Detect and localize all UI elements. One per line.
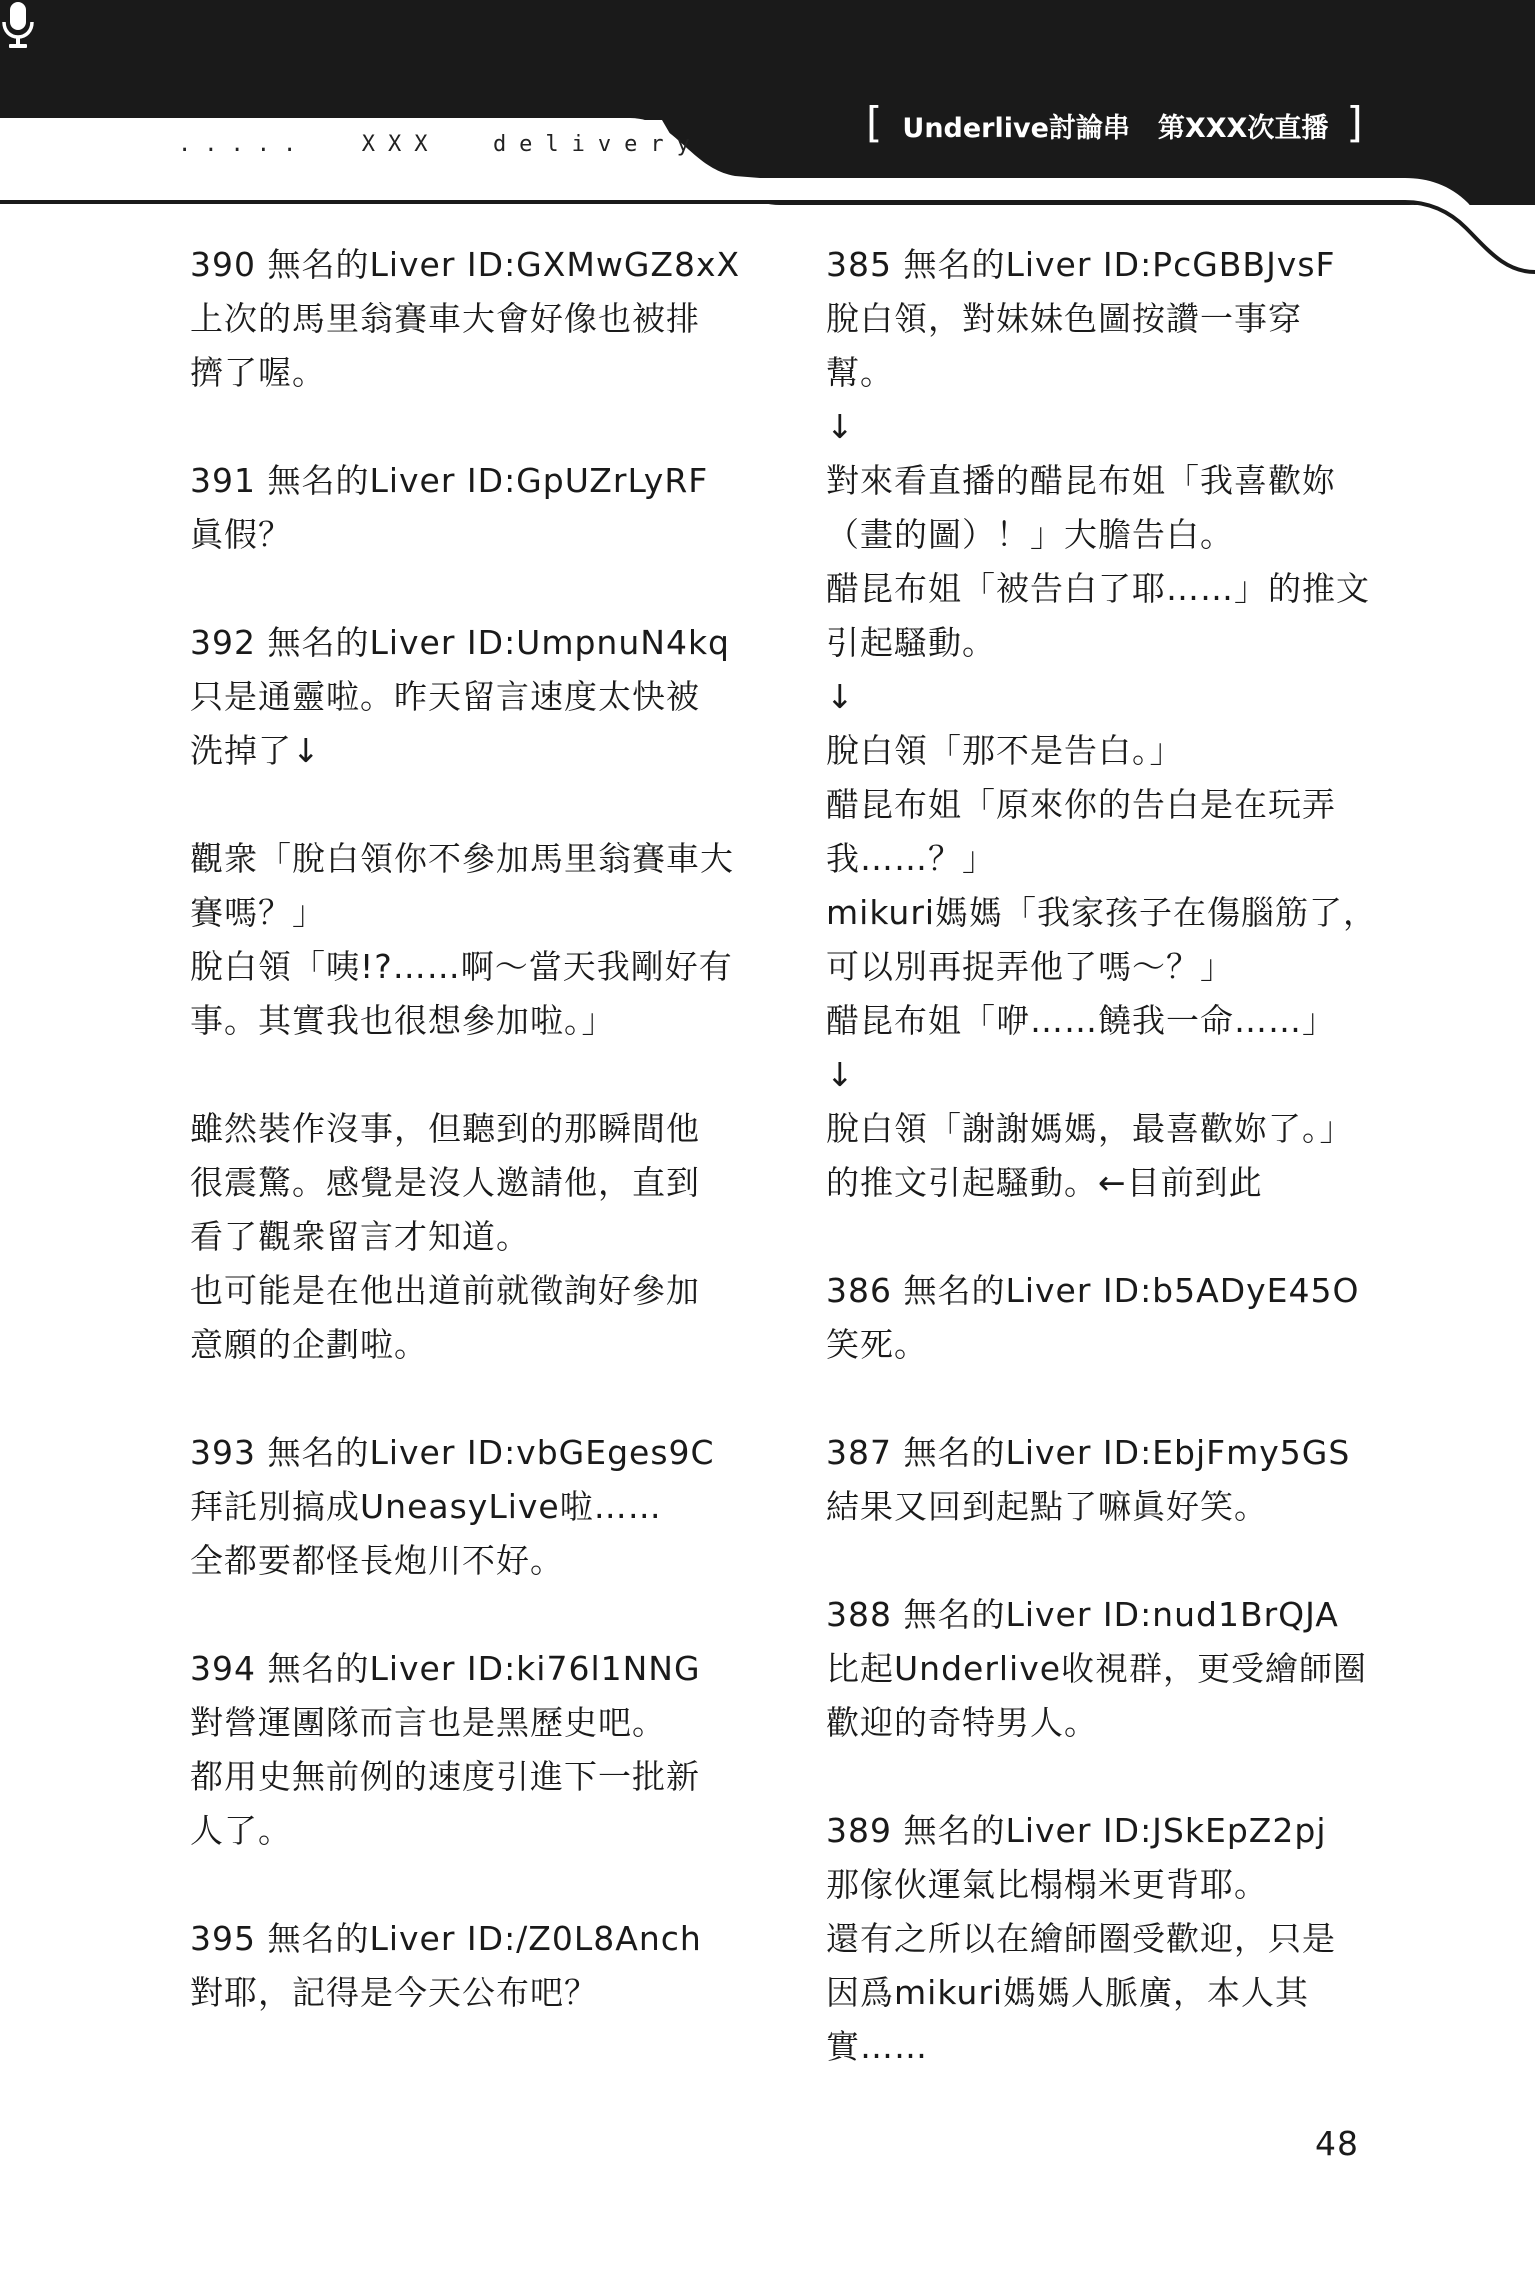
comment-block: [826, 1426, 1386, 1534]
comment-line: 也可能是在他出道前就徵詢好參加: [190, 1271, 700, 1310]
comment-line: 脫白領「那不是告白。」: [826, 731, 1184, 770]
comment-line: 引起騷動。: [826, 623, 996, 662]
comment-line: 觀衆「脫白領你不參加馬里翁賽車大: [190, 839, 734, 878]
comment-header: 395 無名的Liver ID:/Z0L8Anch: [190, 1919, 702, 1958]
comment-line: 雖然裝作沒事，但聽到的那瞬間他: [190, 1109, 700, 1148]
comment-header: 385 無名的Liver ID:PcGBBJvsF: [826, 245, 1336, 284]
comment-block: [190, 616, 750, 778]
comment-line: 對來看直播的醋昆布姐「我喜歡妳: [826, 461, 1336, 500]
comment-line: 意願的企劃啦。: [190, 1325, 428, 1364]
comment-line: 眞假？: [190, 515, 292, 554]
comment-line: 醋昆布姐「被告白了耶……」的推文: [826, 569, 1370, 608]
comment-line: 賽嗎？」: [190, 893, 326, 932]
comment-line: 脫白領「咦!?……啊～當天我剛好有: [190, 947, 733, 986]
comment-line: 都用史無前例的速度引進下一批新: [190, 1757, 700, 1796]
comment-line: 對耶，記得是今天公布吧？: [190, 1973, 598, 2012]
running-title: ..... XXX delivery: [178, 132, 703, 157]
comment-line: 的推文引起騷動。←目前到此: [826, 1163, 1263, 1202]
comment-line: 洗掉了↓: [190, 731, 321, 770]
comment-header: 387 無名的Liver ID:EbjFmy5GS: [826, 1433, 1351, 1472]
microphone-icon: [0, 0, 36, 50]
comment-header: 390 無名的Liver ID:GXMwGZ8xX: [190, 245, 741, 284]
comment-line: 還有之所以在繪師圈受歡迎，只是: [826, 1919, 1336, 1958]
comment-header: 386 無名的Liver ID:b5ADyE45O: [826, 1271, 1360, 1310]
comment-line: 歡迎的奇特男人。: [826, 1703, 1098, 1742]
close-bracket: ]: [1346, 97, 1363, 147]
comment-line: 比起Underlive收視群，更受繪師圈: [826, 1649, 1368, 1688]
comment-line: 醋昆布姐「咿……饒我一命……」: [826, 1001, 1336, 1040]
comment-line: 幫。: [826, 353, 894, 392]
comment-header: 393 無名的Liver ID:vbGEges9C: [190, 1433, 715, 1472]
thread-header: [866, 97, 1363, 150]
comment-line: （畫的圖）！」大膽告白。: [826, 515, 1234, 554]
stream-label: 第XXX次直播: [1157, 112, 1329, 144]
comment-line: 很震驚。感覺是沒人邀請他，直到: [190, 1163, 700, 1202]
comment-line: 擠了喔。: [190, 353, 326, 392]
comment-line: 我……？」: [826, 839, 996, 878]
comment-line: 拜託別搞成UneasyLive啦……: [190, 1487, 662, 1526]
comment-block: [826, 238, 1386, 1210]
comment-block: [190, 454, 750, 562]
comment-block: [826, 1588, 1386, 1750]
comment-line: 結果又回到起點了嘛眞好笑。: [826, 1487, 1268, 1526]
comment-line: 對營運團隊而言也是黑歷史吧。: [190, 1703, 666, 1742]
comment-block: [190, 1102, 750, 1372]
comment-line: 全都要都怪長炮川不好。: [190, 1541, 564, 1580]
comment-line: ↓: [826, 677, 855, 716]
comment-line: 脫白領「謝謝媽媽，最喜歡妳了。」: [826, 1109, 1354, 1148]
comment-header: 391 無名的Liver ID:GpUZrLyRF: [190, 461, 709, 500]
comment-line: 脫白領，對妹妹色圖按讚一事穿: [826, 299, 1302, 338]
comment-line: 醋昆布姐「原來你的告白是在玩弄: [826, 785, 1336, 824]
comment-line: 看了觀衆留言才知道。: [190, 1217, 530, 1256]
thread-name: Underlive討論串: [902, 112, 1130, 144]
left-column: [190, 238, 750, 2020]
comment-line: 事。其實我也很想參加啦。」: [190, 1001, 616, 1040]
page-number: 48: [1315, 2124, 1359, 2163]
comment-line: 人了。: [190, 1811, 292, 1850]
comment-block: [190, 238, 750, 400]
comment-block: [826, 1804, 1386, 2074]
comment-line: ↓: [826, 407, 855, 446]
comment-block: [190, 1426, 750, 1588]
comment-line: 笑死。: [826, 1325, 928, 1364]
comment-block: [190, 832, 750, 1048]
comment-line: 上次的馬里翁賽車大會好像也被排: [190, 299, 700, 338]
comment-line: 實……: [826, 2027, 928, 2066]
comment-line: ↓: [826, 1055, 855, 1094]
comment-line: mikuri媽媽「我家孩子在傷腦筋了，: [826, 893, 1378, 932]
comment-block: [826, 1264, 1386, 1372]
comment-line: 只是通靈啦。昨天留言速度太快被: [190, 677, 700, 716]
comment-line: 那傢伙運氣比榻榻米更背耶。: [826, 1865, 1268, 1904]
comment-header: 389 無名的Liver ID:JSkEpZ2pj: [826, 1811, 1327, 1850]
comment-header: 388 無名的Liver ID:nud1BrQJA: [826, 1595, 1339, 1634]
comment-block: [190, 1912, 750, 2020]
right-column: [826, 238, 1386, 2074]
comment-header: 394 無名的Liver ID:ki76l1NNG: [190, 1649, 701, 1688]
comment-header: 392 無名的Liver ID:UmpnuN4kq: [190, 623, 730, 662]
comment-line: 因爲mikuri媽媽人脈廣，本人其: [826, 1973, 1310, 2012]
comment-block: [190, 1642, 750, 1858]
open-bracket: [: [866, 97, 883, 147]
comment-line: 可以別再捉弄他了嗎～？」: [826, 947, 1234, 986]
